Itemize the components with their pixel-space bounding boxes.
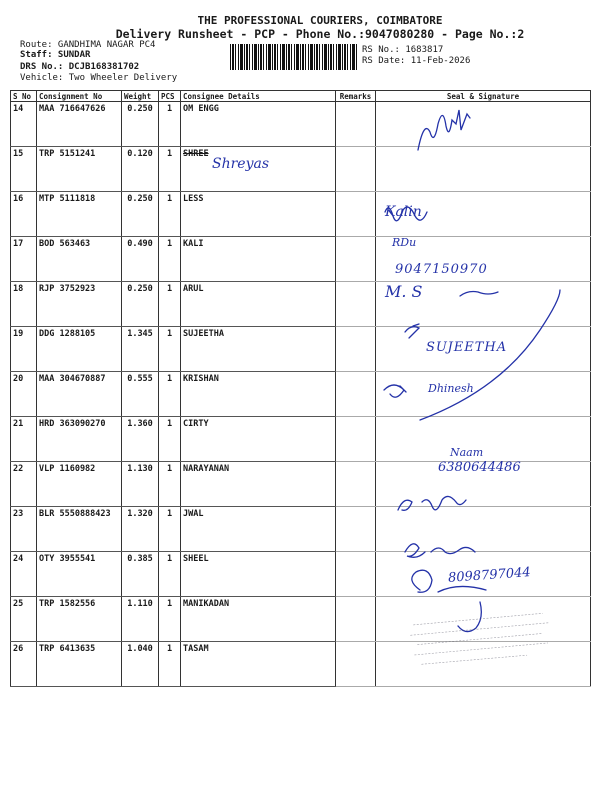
handwritten-phone-1: 9047150970 (395, 262, 488, 277)
row-consignment-no: VLP 1160982 (37, 462, 122, 507)
handwritten-naam: Naam (450, 446, 484, 459)
row-consignee: LESS (181, 192, 336, 237)
signature-row24 (405, 544, 475, 558)
row-weight: 0.490 (122, 237, 159, 282)
row-sno: 22 (11, 462, 37, 507)
row-consignment-no: TRP 6413635 (37, 642, 122, 687)
col-consignment: Consignment No (37, 91, 122, 102)
row-consignment-no: OTY 3955541 (37, 552, 122, 597)
row-weight: 1.130 (122, 462, 159, 507)
row-consignee: KALI (181, 237, 336, 282)
row-weight: 0.250 (122, 102, 159, 147)
row-consignee: KRISHAN (181, 372, 336, 417)
col-seal-signature: Seal & Signature (376, 91, 591, 102)
row-sno: 24 (11, 552, 37, 597)
row-weight: 1.110 (122, 597, 159, 642)
row-consignee: CIRTY (181, 417, 336, 462)
row-consignment-no: RJP 3752923 (37, 282, 122, 327)
rs-number: RS No.: 1683817 (362, 45, 444, 55)
row-sno: 26 (11, 642, 37, 687)
runsheet-heading: Delivery Runsheet - PCP - Phone No.:9047080280 - Page No.:2 (115, 27, 525, 41)
row-weight: 1.320 (122, 507, 159, 552)
row-pcs: 1 (159, 507, 181, 552)
col-consignee: Consignee Details (181, 91, 336, 102)
signature-row23 (398, 496, 466, 510)
row-pcs: 1 (159, 417, 181, 462)
row-sno: 14 (11, 102, 37, 147)
row-weight: 0.120 (122, 147, 159, 192)
row-sno: 20 (11, 372, 37, 417)
signature-row18-line (460, 292, 498, 297)
row-consignment-no: TRP 1582556 (37, 597, 122, 642)
rs-date: RS Date: 11-Feb-2026 (362, 56, 471, 66)
drs-number: DRS No.: DCJB168381702 (20, 62, 140, 72)
col-weight: Weight (122, 91, 159, 102)
signature-row14 (418, 110, 470, 150)
row-consignment-no: HRD 363090270 (37, 417, 122, 462)
signature-row20-swoosh (384, 385, 406, 397)
row-pcs: 1 (159, 462, 181, 507)
col-pcs: PCS (159, 91, 181, 102)
company-title: THE PROFESSIONAL COURIERS, COIMBATORE (197, 14, 443, 27)
col-remarks: Remarks (336, 91, 376, 102)
row-weight: 1.360 (122, 417, 159, 462)
row-consignee: SUJEETHA (181, 327, 336, 372)
row-consignee: SHREE (181, 147, 336, 192)
row-consignment-no: DDG 1288105 (37, 327, 122, 372)
row-consignee: MANIKADAN (181, 597, 336, 642)
row-weight: 1.040 (122, 642, 159, 687)
row-consignment-no: BOD 563463 (37, 237, 122, 282)
delivery-curve (420, 290, 560, 420)
handwritten-ms: M. S (385, 282, 423, 301)
handwritten-rdu: RDu (392, 236, 417, 249)
handwritten-kalin: Kalin (385, 204, 422, 220)
handwritten-name-shreyas: Shreyas (212, 156, 270, 172)
row-sno: 21 (11, 417, 37, 462)
row-sno: 19 (11, 327, 37, 372)
row-pcs: 1 (159, 552, 181, 597)
row-sno: 16 (11, 192, 37, 237)
row-pcs: 1 (159, 237, 181, 282)
row-consignee: ARUL (181, 282, 336, 327)
row-pcs: 1 (159, 597, 181, 642)
row-consignment-no: TRP 5151241 (37, 147, 122, 192)
row-pcs: 1 (159, 147, 181, 192)
row-consignment-no: MAA 716647626 (37, 102, 122, 147)
row-pcs: 1 (159, 372, 181, 417)
handwritten-phone-2: 6380644486 (438, 460, 521, 475)
handwritten-sujeetha: SUJEETHA (426, 340, 508, 355)
row-sno: 25 (11, 597, 37, 642)
row-pcs: 1 (159, 282, 181, 327)
row-pcs: 1 (159, 192, 181, 237)
row-consignee: JWAL (181, 507, 336, 552)
row-weight: 0.250 (122, 192, 159, 237)
row-weight: 0.555 (122, 372, 159, 417)
row-consignee: NARAYANAN (181, 462, 336, 507)
row-pcs: 1 (159, 642, 181, 687)
signature-row19 (405, 324, 419, 338)
row-sno: 18 (11, 282, 37, 327)
row-consignee: SHEEL (181, 552, 336, 597)
row-pcs: 1 (159, 327, 181, 372)
row-weight: 1.345 (122, 327, 159, 372)
row-weight: 0.385 (122, 552, 159, 597)
row-consignee: OM ENGG (181, 102, 336, 147)
handwritten-phone-3: 8098797044 (447, 565, 532, 586)
row-sno: 15 (11, 147, 37, 192)
handwritten-dhinesh: Dhinesh (428, 382, 474, 395)
vehicle-label: Vehicle: Two Wheeler Delivery (20, 73, 178, 83)
row-consignee: TASAM (181, 642, 336, 687)
row-sno: 17 (11, 237, 37, 282)
row-consignment-no: MTP 5111818 (37, 192, 122, 237)
row-sno: 23 (11, 507, 37, 552)
row-weight: 0.250 (122, 282, 159, 327)
row-consignment-no: BLR 5550888423 (37, 507, 122, 552)
route-label: Route: GANDHIMA NAGAR PC4 (20, 40, 156, 50)
col-sno: S No (11, 91, 37, 102)
row-consignment-no: MAA 304670887 (37, 372, 122, 417)
row-pcs: 1 (159, 102, 181, 147)
staff-label: Staff: SUNDAR (20, 50, 91, 60)
